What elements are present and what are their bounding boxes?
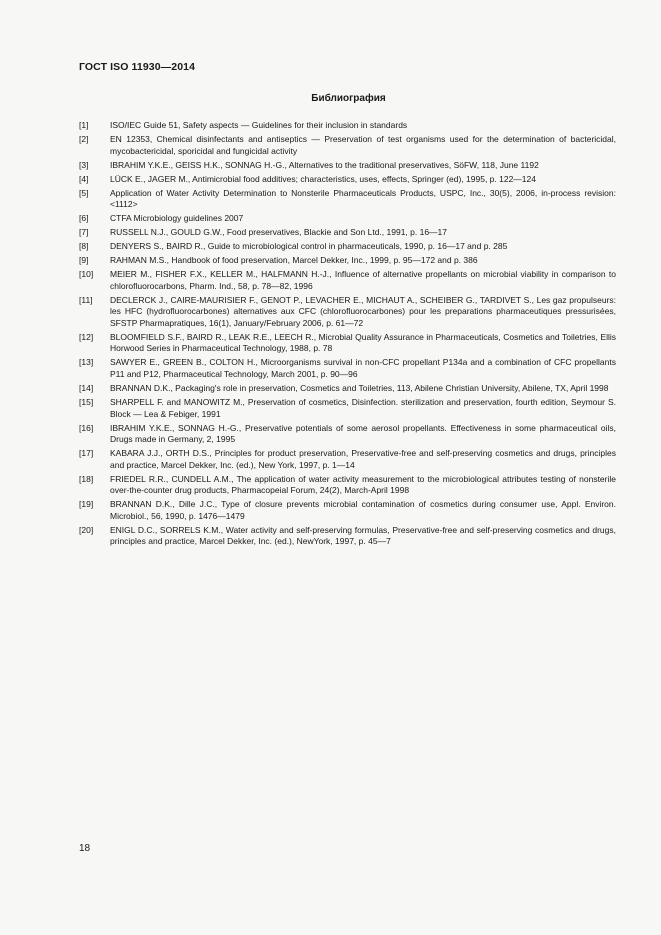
reference-text: BLOOMFIELD S.F., BAIRD R., LEAK R.E., LEECH R., Microbial Quality Assurance in Pharmaceuticals, Cosmetics and Toiletries, Ellis Horwood Series in Pharmaceutical Technology, 1988, p. 78 xyxy=(110,331,616,354)
reference-item xyxy=(79,397,616,420)
reference-number: [12] xyxy=(79,331,94,342)
reference-number: [20] xyxy=(79,524,94,535)
reference-text: Application of Water Activity Determination to Nonsterile Pharmaceuticals Products, USPC, Inc., 30(5), 2006, in-process revision: <1112> xyxy=(110,187,616,210)
reference-item xyxy=(79,188,616,211)
reference-item xyxy=(79,120,616,132)
reference-number: [14] xyxy=(79,382,94,393)
reference-text: CTFA Microbiology guidelines 2007 xyxy=(110,213,244,224)
reference-item xyxy=(79,423,616,446)
reference-text: IBRAHIM Y.K.E., GEISS H.K., SONNAG H.-G., Alternatives to the traditional preservatives, SöFW, 118, June 1192 xyxy=(110,159,539,170)
reference-text: RAHMAN M.S., Handbook of food preservation, Marcel Dekker, Inc., 1999, p. 95—172 and p. 386 xyxy=(110,255,478,266)
reference-text: RUSSELL N.J., GOULD G.W., Food preservatives, Blackie and Son Ltd., 1991, p. 16—17 xyxy=(110,227,448,238)
reference-item xyxy=(79,474,616,497)
reference-item xyxy=(79,332,616,355)
reference-number: [5] xyxy=(79,187,89,198)
reference-text: BRANNAN D.K., Packaging's role in preservation, Cosmetics and Toiletries, 113, Abilene Christian University, Abilene, TX, April 1998 xyxy=(110,382,609,393)
reference-number: [16] xyxy=(79,422,94,433)
reference-item xyxy=(79,269,616,292)
page-number: 18 xyxy=(79,843,91,854)
reference-number: [9] xyxy=(79,255,89,266)
reference-item xyxy=(79,448,616,471)
reference-number: [1] xyxy=(79,120,89,130)
reference-text: KABARA J.J., ORTH D.S., Principles for product preservation, Preservative-free and self-preserving cosmetics and drugs, principles and practice, Marcel Dekker, Inc. (ed.), New York, 1997, p. 1—14 xyxy=(110,448,616,470)
reference-item xyxy=(79,383,616,395)
reference-number: [7] xyxy=(79,227,89,238)
reference-item xyxy=(79,174,616,186)
reference-item xyxy=(79,134,616,157)
reference-text: ENIGL D.C., SORRELS K.M., Water activity and self-preserving formulas, Preservative-free and self-preserving cosmetics and drugs, principles and practice, Marcel Dekker, Inc. (ed.), NewYork, 1997, p. 45—7 xyxy=(110,524,616,547)
reference-item xyxy=(79,213,616,225)
reference-number: [10] xyxy=(79,269,94,280)
reference-number: [11] xyxy=(79,294,93,305)
bibliography-title: Библиография xyxy=(311,93,386,104)
reference-number: [15] xyxy=(79,396,94,407)
reference-number: [18] xyxy=(79,473,94,484)
reference-number: [8] xyxy=(79,241,89,252)
reference-text: FRIEDEL R.R., CUNDELL A.M., The application of water activity measurement to the microbiological attributes testing of nonsterile over-the-counter drug products, Pharmacopeial Forum, 24(2), March-April 1998 xyxy=(110,473,616,496)
reference-item xyxy=(79,160,616,172)
reference-number: [3] xyxy=(79,159,89,170)
reference-item xyxy=(79,499,616,522)
reference-list xyxy=(79,120,616,550)
reference-item xyxy=(79,255,616,267)
reference-number: [13] xyxy=(79,357,94,368)
reference-text: ISO/IEC Guide 51, Safety aspects — Guidelines for their inclusion in standards xyxy=(110,120,408,130)
reference-text: SHARPELL F. and MANOWITZ M., Preservation of cosmetics, Disinfection. sterilization and preservation, fourth edition, Seymour S. Block — Lea & Febiger, 1991 xyxy=(110,396,616,419)
reference-item xyxy=(79,241,616,253)
reference-item xyxy=(79,357,616,380)
reference-text: IBRAHIM Y.K.E., SONNAG H.-G., Preservative potentials of some aerosol propellants. Effectiveness in some pharmaceutical oils, Drugs made in Germany, 2, 1995 xyxy=(110,422,616,445)
reference-item xyxy=(79,525,616,548)
reference-text: BRANNAN D.K., Dille J.C., Type of closure prevents microbial contamination of cosmetics during consumer use, Appl. Environ. Microbiol., 56, 1990, p. 1476—1479 xyxy=(110,499,616,521)
reference-item xyxy=(79,227,616,239)
reference-text: EN 12353, Chemical disinfectants and antiseptics — Preservation of test organisms used for the determination of bactericidal, mycobactericidal, sporicidal and fungicidal activity xyxy=(110,133,616,156)
reference-item xyxy=(79,295,616,330)
reference-number: [19] xyxy=(79,499,94,510)
reference-text: DENYERS S., BAIRD R., Guide to microbiological control in pharmaceuticals, 1990, p. 16—17 and p. 285 xyxy=(110,241,508,252)
reference-text: LÜCK E., JAGER M., Antimicrobial food additives; characteristics, uses, effects, Springer (ed), 1995, p. 122—124 xyxy=(110,173,536,184)
reference-number: [4] xyxy=(79,173,89,184)
reference-text: MEIER M., FISHER F.X., KELLER M., HALFMANN H.-J., Influence of alternative propellants on microbial viability in comparison to chlorofluorocarbons, Pharm. Ind., 58, p. 78—82, 1996 xyxy=(110,269,616,291)
reference-text: SAWYER E., GREEN B., COLTON H., Microorganisms survival in non-CFC propellant P134a and a combination of CFC propellants P11 and P12, Pharmaceutical Technology, March 2001, p. 90—96 xyxy=(110,357,616,379)
reference-number: [6] xyxy=(79,213,89,224)
reference-text: DECLERCK J., CAIRE-MAURISIER F., GENOT P., LEVACHER E., MICHAUT A., SCHEIBER G., TARDIVET S., Les gaz propulseurs: les HFC (hydrofluorocarbones) alternatives aux CFC (chlorofluorocarbones) pour les preparations pharmaceutiques pressurisées, SFSTP Pharmapratiques, 16(1), January/February 2006, p. 61—72 xyxy=(110,294,616,328)
reference-number: [17] xyxy=(79,448,94,459)
reference-number: [2] xyxy=(79,133,89,144)
standard-code-header: ГОСТ ISO 11930—2014 xyxy=(79,61,196,73)
